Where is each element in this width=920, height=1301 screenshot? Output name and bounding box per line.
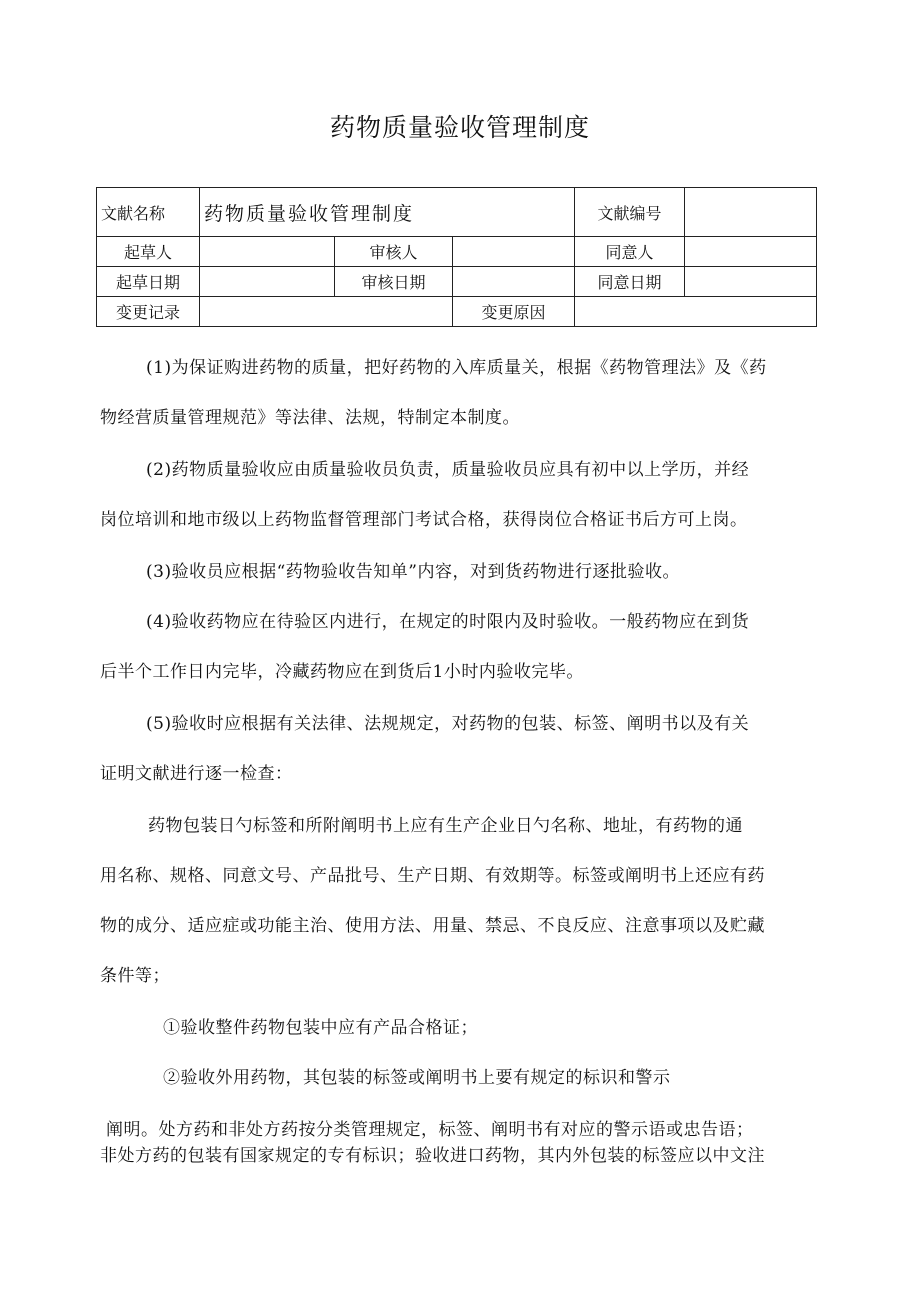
doc-name-value: 药物质量验收管理制度: [200, 188, 575, 237]
document-title: 药物质量验收管理制度: [329, 113, 590, 142]
drafter-label: 起草人: [97, 237, 200, 267]
paragraph-line: (5)验收时应根据有关法律、法规规定，对药物的包装、标签、阐明书以及有关: [146, 714, 750, 734]
table-row: [97, 297, 817, 327]
approver-value[interactable]: [685, 237, 817, 267]
change-log-label: 变更记录: [97, 297, 200, 327]
change-log-value[interactable]: [200, 297, 453, 327]
change-reason-label: 变更原因: [453, 297, 575, 327]
drafter-value[interactable]: [200, 237, 335, 267]
paragraph-line: 岗位培训和地市级以上药物监督管理部门考试合格，获得岗位合格证书后方可上岗。: [100, 510, 748, 530]
paragraph-line: 物的成分、适应症或功能主治、使用方法、用量、禁忌、不良反应、注意事项以及贮藏: [100, 916, 765, 936]
paragraph-line: (3)验收员应根据“药物验收告知单”内容，对到货药物进行逐批验收。: [146, 562, 680, 582]
approve-date-value[interactable]: [685, 267, 817, 297]
paragraph-line: (1)为保证购进药物的质量，把好药物的入库质量关，根据《药物管理法》及《药: [146, 358, 767, 378]
doc-no-value[interactable]: [685, 188, 817, 237]
reviewer-label: 审核人: [335, 237, 453, 267]
paragraph-line: 后半个工作日内完毕，冷藏药物应在到货后1小时内验收完毕。: [100, 662, 584, 682]
review-date-label: 审核日期: [335, 267, 453, 297]
paragraph-line: ①验收整件药物包装中应有产品合格证；: [163, 1018, 478, 1038]
table-row: [97, 267, 817, 297]
table-row: [97, 188, 817, 237]
paragraph-line: 药物包装日勺标签和所附阐明书上应有生产企业日勺名称、地址，有药物的通: [148, 816, 743, 836]
review-date-value[interactable]: [453, 267, 575, 297]
paragraph-line: (4)验收药物应在待验区内进行，在规定的时限内及时验收。一般药物应在到货: [146, 612, 750, 632]
draft-date-label: 起草日期: [97, 267, 200, 297]
draft-date-value[interactable]: [200, 267, 335, 297]
paragraph-line: 条件等；: [100, 966, 170, 986]
approver-label: 同意人: [575, 237, 685, 267]
paragraph-line: 物经营质量管理规范》等法律、法规，特制定本制度。: [100, 408, 520, 428]
paragraph-line: ②验收外用药物，其包装的标签或阐明书上要有规定的标识和警示: [163, 1068, 671, 1088]
paragraph-line: 用名称、规格、同意文号、产品批号、生产日期、有效期等。标签或阐明书上还应有药: [100, 866, 765, 886]
table-row: [97, 237, 817, 267]
change-reason-value[interactable]: [575, 297, 817, 327]
doc-no-label: 文献编号: [575, 188, 685, 237]
approve-date-label: 同意日期: [575, 267, 685, 297]
paragraph-line: (2)药物质量验收应由质量验收员负责，质量验收员应具有初中以上学历，并经: [146, 460, 750, 480]
document-info-table: [96, 187, 817, 327]
paragraph-line: 阐明。处方药和非处方药按分类管理规定，标签、阐明书有对应的警示语或忠告语；: [106, 1120, 754, 1140]
paragraph-line: 证明文献进行逐一检查：: [100, 764, 293, 784]
reviewer-value[interactable]: [453, 237, 575, 267]
paragraph-line: 非处方药的包装有国家规定的专有标识；验收进口药物，其内外包装的标签应以中文注: [100, 1146, 765, 1166]
doc-name-label: 文献名称: [97, 188, 200, 237]
